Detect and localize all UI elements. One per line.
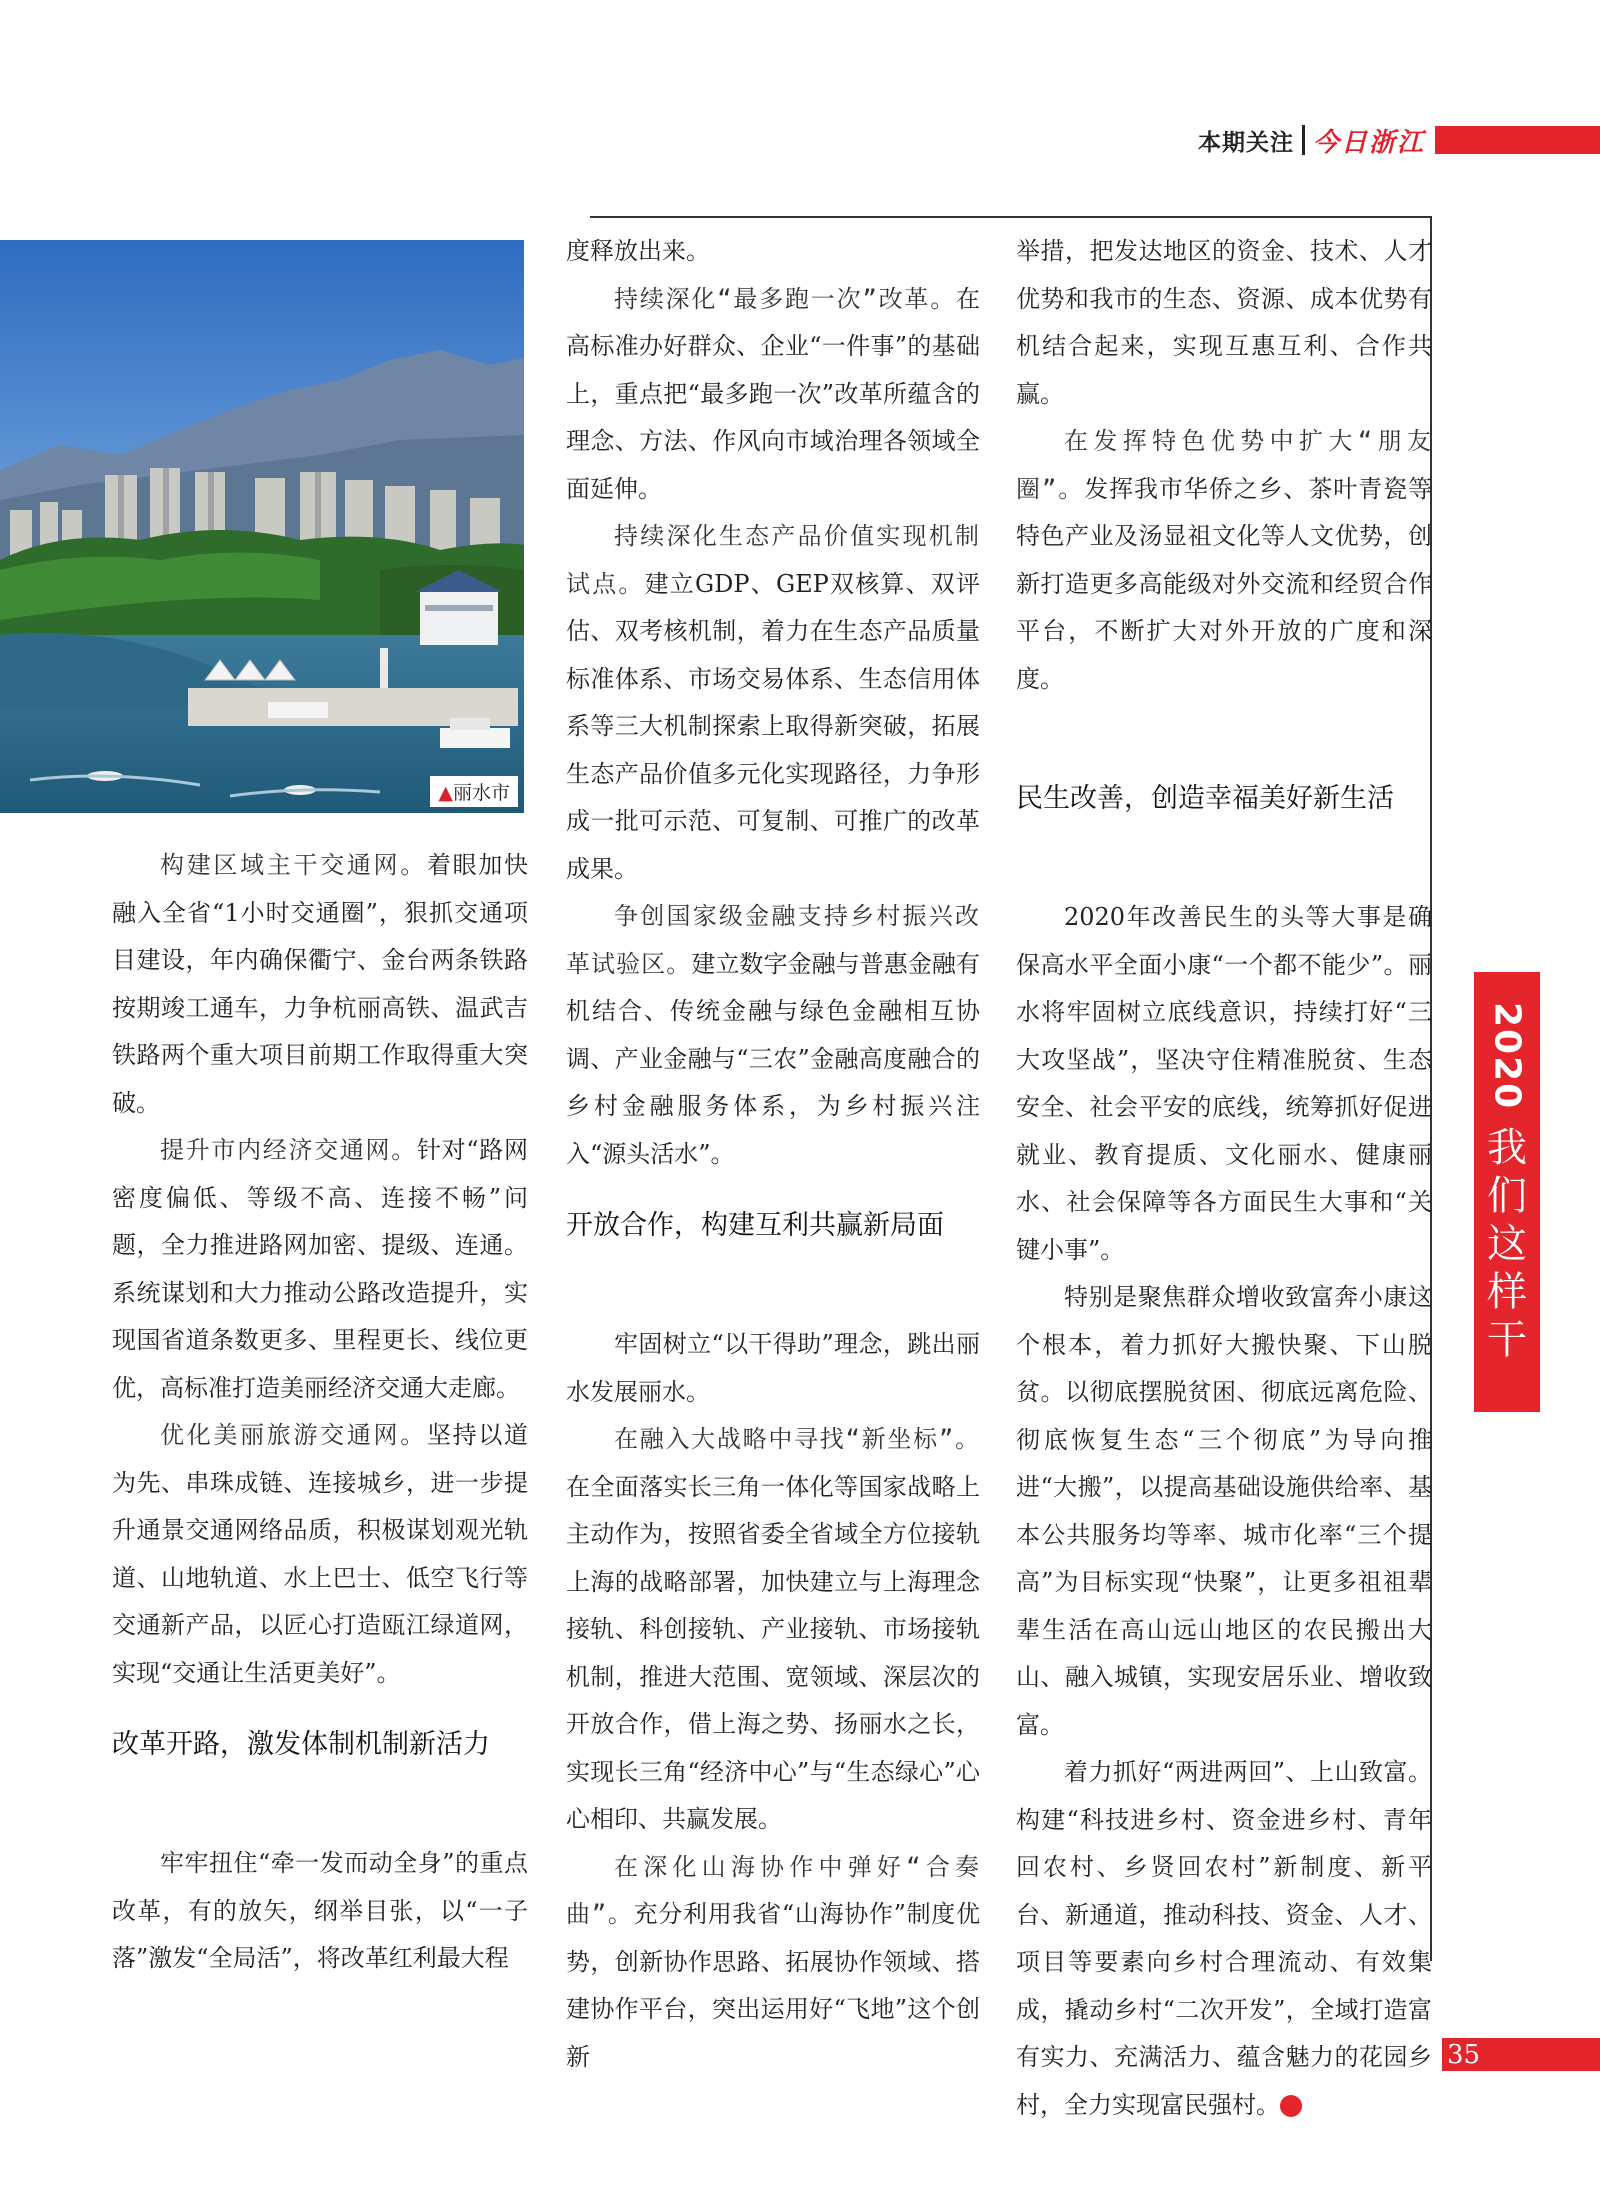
sidebar-tab (1474, 972, 1540, 1412)
paragraph-lead: 持续深化“最多跑一次”改革。 (614, 284, 956, 313)
paragraph-body: 在全面落实长三角一体化等国家战略上主动作为，按照省委全省域全方位接轨上海的战略部署，加快建立与上海理念接轨、科创接轨、产业接轨、市场接轨机制，推进大范围、宽领域、深层次的开放合作，借上海之势、扬丽水之长，实现长三角“经济中心”与“生态绿心”心心相印、共赢发展。 (566, 1472, 980, 1833)
column-1 (112, 842, 528, 1983)
column-3 (1016, 228, 1432, 2129)
caption-text: 丽水市 (452, 782, 510, 804)
paragraph: 牢固树立“以干得助”理念，跳出丽水发展丽水。 (566, 1330, 980, 1406)
spacer (1016, 703, 1432, 751)
end-mark-icon: 今 (1280, 2095, 1302, 2117)
paragraph (112, 1412, 528, 1697)
paragraph: 度释放出来。 (566, 237, 710, 265)
paragraph-lead: 在融入大战略中寻找“新坐标”。 (614, 1425, 980, 1453)
paragraph (1016, 1749, 1432, 2129)
paragraph (566, 1416, 980, 1844)
paragraph-lead: 优化美丽旅游交通网。 (160, 1421, 427, 1449)
paragraph-lead: 争创国家级金融支持乡村振兴改革试验区。 (566, 902, 980, 978)
paragraph-body: 坚持以道为先、串珠成链、连接城乡，进一步提升通景交通网络品质，积极谋划观光轨道、山地轨道、水上巴士、低空飞行等交通新产品，以匠心打造瓯江绿道网，实现“交通让生活更美好”。 (112, 1421, 529, 1687)
paragraph-body: 着眼加快融入全省“1小时交通圈”，狠抓交通项目建设，年内确保衢宁、金台两条铁路按期竣工通车，力争杭丽高铁、温武吉铁路两个重大项目前期工作取得重大突破。 (112, 851, 529, 1117)
paragraph-lead: 提升市内经济交通网。 (160, 1136, 417, 1164)
sidebar-title: 我们这样干 (1487, 1125, 1527, 1364)
paragraph (566, 1844, 980, 2082)
city-photo (0, 240, 524, 813)
header-red-bar (1435, 126, 1600, 154)
paragraph-lead: 构建区域主干交通网。 (160, 851, 427, 879)
paragraph-lead: 在深化山海协作中弹好“合奏曲”。 (566, 1852, 980, 1928)
section-heading-life: 民生改善，创造幸福美好新生活 (1016, 783, 1394, 814)
spacer (112, 1792, 528, 1840)
sidebar-year: 2020 (1486, 1002, 1528, 1111)
spacer (566, 1273, 980, 1321)
paragraph (112, 842, 528, 1127)
paragraph-body: 发挥我市华侨之乡、茶叶青瓷等特色产业及汤显祖文化等人文优势，创新打造更多高能级对外交流和经贸合作平台，不断扩大对外开放的广度和深度。 (1016, 474, 1433, 693)
paragraph: 2020年改善民生的头等大事是确保高水平全面小康“一个都不能少”。丽水将牢固树立底线意识，持续打好“三大攻坚战”，坚决守住精准脱贫、生态安全、社会平安的底线，统筹抓好促进就业、教育提质、文化丽水、健康丽水、社会保障等各方面民生大事和“关键小事”。 (1016, 903, 1432, 1264)
paragraph (566, 893, 980, 1178)
spacer (1016, 846, 1432, 894)
column-2 (566, 228, 980, 2081)
header-divider (1302, 125, 1305, 155)
page-number: 35 (1447, 2040, 1481, 2070)
paragraph-body: 建立数字金融与普惠金融有机结合、传统金融与绿色金融相互协调、产业金融与“三农”金融高度融合的乡村金融服务体系，为乡村振兴注入“源头活水”。 (566, 949, 980, 1168)
paragraph (112, 1127, 528, 1412)
paragraph-lead: 在发挥特色优势中扩大“朋友圈”。 (1016, 427, 1432, 503)
paragraph-body: 充分利用我省“山海协作”制度优势，创新协作思路、拓展协作领域、搭建协作平台，突出运用好“飞地”这个创新 (566, 1900, 980, 2071)
paragraph (1016, 418, 1432, 703)
brand-logo: 今日浙江 (1312, 127, 1425, 158)
paragraph-body: 针对“路网密度偏低、等级不高、连接不畅”问题，全力推进路网加密、提级、连通。系统谋划和大力推动公路改造提升，实现国省道条数更多、里程更长、线位更优，高标准打造美丽经济交通大走廊。 (112, 1136, 528, 1402)
photo-caption (430, 776, 518, 807)
paragraph-body: 建立GDP、GEP双核算、双评估、双考核机制，着力在生态产品质量标准体系、市场交易体系、生态信用体系等三大机制探索上取得新突破，拓展生态产品价值多元化实现路径，力争形成一批可示范、可复制、可推广的改革成果。 (566, 569, 981, 883)
paragraph: 举措，把发达地区的资金、技术、人才优势和我市的生态、资源、成本优势有机结合起来，实现互惠互利、合作共赢。 (1016, 237, 1432, 408)
paragraph: 特别是聚焦群众增收致富奔小康这个根本，着力抓好大搬快聚、下山脱贫。以彻底摆脱贫困、彻底远离危险、彻底恢复生态“三个彻底”为导向推进“大搬”，以提高基础设施供给率、基本公共服务均等率、城市化率“三个提高”为目标实现“快聚”，让更多祖祖辈辈生活在高山远山地区的农民搬出大山、融入城镇，实现安居乐业、增收致富。 (1016, 1283, 1432, 1739)
lishui-cityscape-illustration (0, 240, 524, 813)
page-header (1198, 122, 1600, 158)
section-heading-reform: 改革开路，激发体制机制新活力 (112, 1729, 490, 1760)
paragraph: 牢牢扭住“牵一发而动全身”的重点改革，有的放矢，纲举目张，以“一子落”激发“全局活”，将改革红利最大程 (112, 1849, 528, 1972)
paragraph (566, 513, 980, 893)
section-heading-open: 开放合作，构建互利共赢新局面 (566, 1210, 944, 1241)
top-rule (590, 216, 1432, 218)
section-label: 本期关注 (1197, 129, 1294, 156)
paragraph-body: 在高标准办好群众、企业“一件事”的基础上，重点把“最多跑一次”改革所蕴含的理念、方法、作风向市域治理各领域全面延伸。 (566, 284, 980, 503)
paragraph (566, 276, 980, 514)
paragraph-lead: 持续深化生态产品价值实现机制试点。 (566, 522, 980, 598)
paragraph-body: 着力抓好“两进两回”、上山致富。构建“科技进乡村、资金进乡村、青年回农村、乡贤回农村”新制度、新平台、新通道，推动科技、资金、人才、项目等要素向乡村合理流动、有效集成，撬动乡村“二次开发”，全域打造富有实力、充满活力、蕴含魅力的花园乡村，全力实现富民强村。 (1016, 1758, 1432, 2119)
caption-triangle-icon: ▲ (438, 782, 453, 804)
